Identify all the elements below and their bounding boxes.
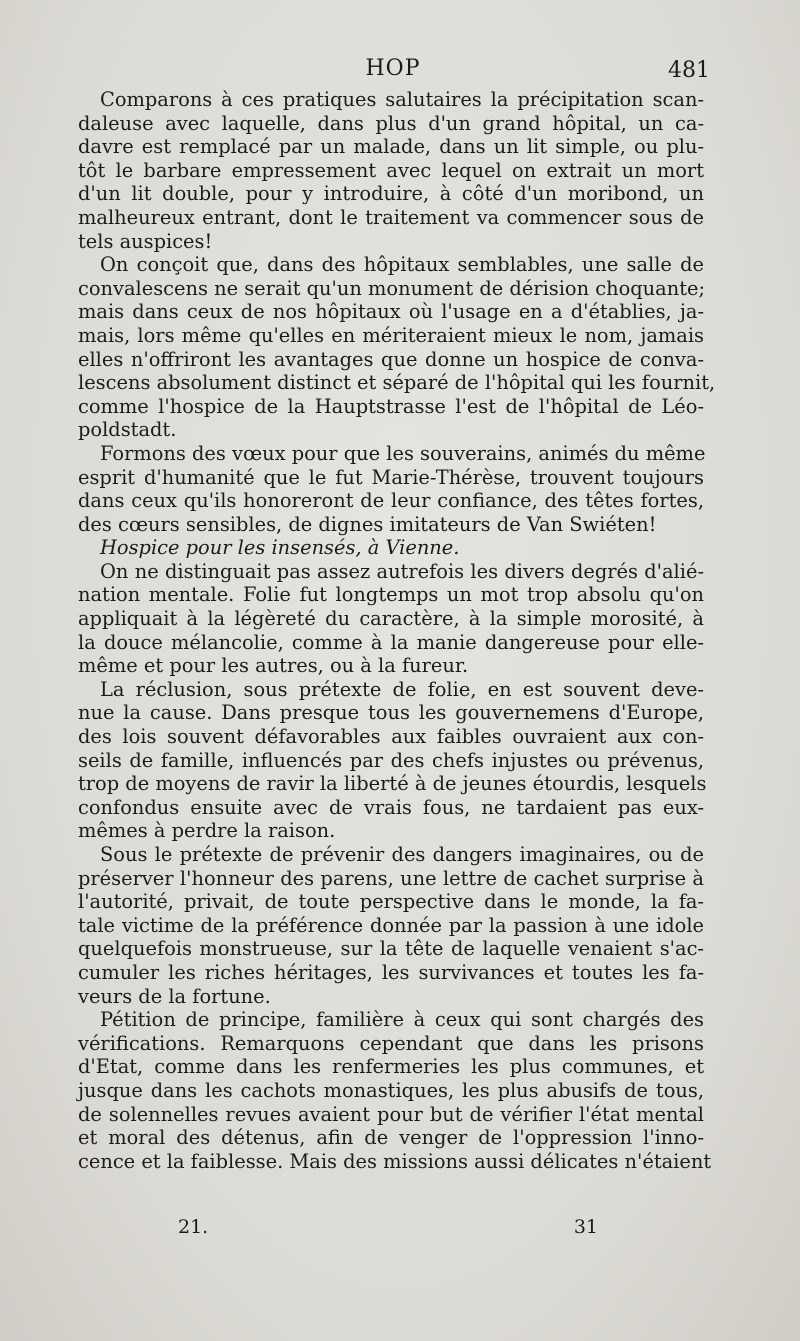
text-line: confondus ensuite avec de vrais fous, ne tardaient pas eux-: [78, 795, 704, 819]
text-line: poldstadt.: [78, 418, 177, 442]
text-line: malheureux entrant, dont le traitement va commencer sous de: [78, 205, 704, 229]
text-line: Sous le prétexte de prévenir des dangers imaginaires, ou de: [100, 843, 704, 866]
text-line: Pétition de principe, familière à ceux qui sont chargés des: [100, 1008, 704, 1032]
running-head: HOP: [365, 56, 421, 81]
text-line: On conçoit que, dans des hôpitaux semblables, une salle de: [100, 253, 704, 277]
text-line: davre est remplacé par un malade, dans un lit simple, ou plu-: [78, 135, 704, 159]
text-line: Hospice pour les insensés, à Vienne.: [100, 536, 460, 560]
text-line: la douce mélancolie, comme à la manie dangereuse pour elle-: [78, 630, 704, 654]
text-line: quelquefois monstrueuse, sur la tête de laquelle venaient s'ac-: [78, 937, 704, 961]
text-line: tels auspices!: [78, 229, 213, 253]
text-line: même et pour les autres, ou à la fureur.: [78, 654, 469, 678]
text-line: des cœurs sensibles, de dignes imitateurs de Van Swiéten!: [78, 512, 657, 536]
text-line: daleuse avec laquelle, dans plus d'un grand hôpital, un ca-: [78, 111, 704, 135]
text-line: d'Etat, comme dans les renfermeries les plus communes, et: [78, 1055, 704, 1079]
page-header: [76, 56, 710, 86]
text-line: préserver l'honneur des parens, une lettre de cachet surprise à: [78, 866, 704, 890]
text-line: esprit d'humanité que le fut Marie-Thérèse, trouvent toujours: [78, 465, 704, 489]
text-line: nue la cause. Dans presque tous les gouvernemens d'Europe,: [78, 701, 704, 725]
page-number: 481: [668, 58, 710, 83]
signature-mark: 21.: [178, 1216, 209, 1238]
text-line: jusque dans les cachots monastiques, les plus abusifs de tous,: [78, 1078, 704, 1102]
body-text: [78, 88, 716, 1173]
text-line: dans ceux qu'ils honoreront de leur confiance, des têtes fortes,: [78, 489, 704, 513]
text-line: Formons des vœux pour que les souverains, animés du même: [100, 441, 706, 465]
text-line: elles n'offriront les avantages que donne un hospice de conva-: [78, 347, 704, 371]
text-line: seils de famille, influencés par des chefs injustes ou prévenus,: [78, 748, 704, 772]
page-footer: [178, 1216, 598, 1242]
signature-sheet-number: 31: [573, 1216, 598, 1238]
text-line: et moral des détenus, afin de venger de l'oppression l'inno-: [78, 1126, 704, 1150]
text-line: de solennelles revues avaient pour but de vérifier l'état mental: [78, 1102, 704, 1126]
text-line: cence et la faiblesse. Mais des missions aussi délicates n'étaient: [78, 1149, 712, 1173]
text-line: nation mentale. Folie fut longtemps un mot trop absolu qu'on: [78, 583, 704, 607]
text-line: cumuler les riches héritages, les survivances et toutes les fa-: [78, 960, 704, 984]
text-line: vérifications. Remarquons cependant que dans les prisons: [78, 1031, 704, 1055]
paragraph: [78, 88, 704, 253]
text-line: On ne distinguait pas assez autrefois les divers degrés d'alié-: [100, 559, 704, 583]
text-line: des lois souvent défavorables aux faibles ouvraient aux con-: [78, 725, 704, 749]
text-line: appliquait à la légèreté du caractère, à la simple morosité, à: [78, 607, 704, 631]
text-line: convalescens ne serait qu'un monument de dérision choquante;: [78, 276, 706, 300]
text-line: mêmes à perdre la raison.: [78, 819, 336, 843]
text-line: comme l'hospice de la Hauptstrasse l'est de l'hôpital de Léo-: [78, 394, 704, 418]
paragraph: [78, 677, 707, 843]
text-line: trop de moyens de ravir la liberté à de jeunes étourdis, lesquels: [78, 772, 707, 796]
text-line: veurs de la fortune.: [78, 984, 271, 1008]
text-line: tôt le barbare empressement avec lequel on extrait un mort: [78, 158, 704, 182]
paragraph: [78, 253, 716, 442]
paragraph: [78, 843, 704, 1008]
paragraph: [78, 1008, 712, 1173]
text-line: tale victime de la préférence donnée par la passion à une idole: [78, 913, 704, 937]
paragraph: [78, 536, 704, 560]
text-line: lescens absolument distinct et séparé de l'hôpital qui les fournit,: [78, 371, 716, 395]
text-line: mais, lors même qu'elles en mériteraient mieux le nom, jamais: [78, 323, 704, 347]
paragraph: [78, 560, 704, 678]
text-line: Comparons à ces pratiques salutaires la précipitation scan-: [100, 88, 704, 111]
text-line: l'autorité, privait, de toute perspective dans le monde, la fa-: [78, 890, 704, 914]
text-line: d'un lit double, pour y introduire, à côté d'un moribond, un: [78, 182, 704, 206]
paragraph: [78, 442, 704, 536]
text-line: La réclusion, sous prétexte de folie, en est souvent deve-: [100, 677, 704, 701]
text-line: mais dans ceux de nos hôpitaux où l'usage en a d'établies, ja-: [78, 300, 704, 324]
